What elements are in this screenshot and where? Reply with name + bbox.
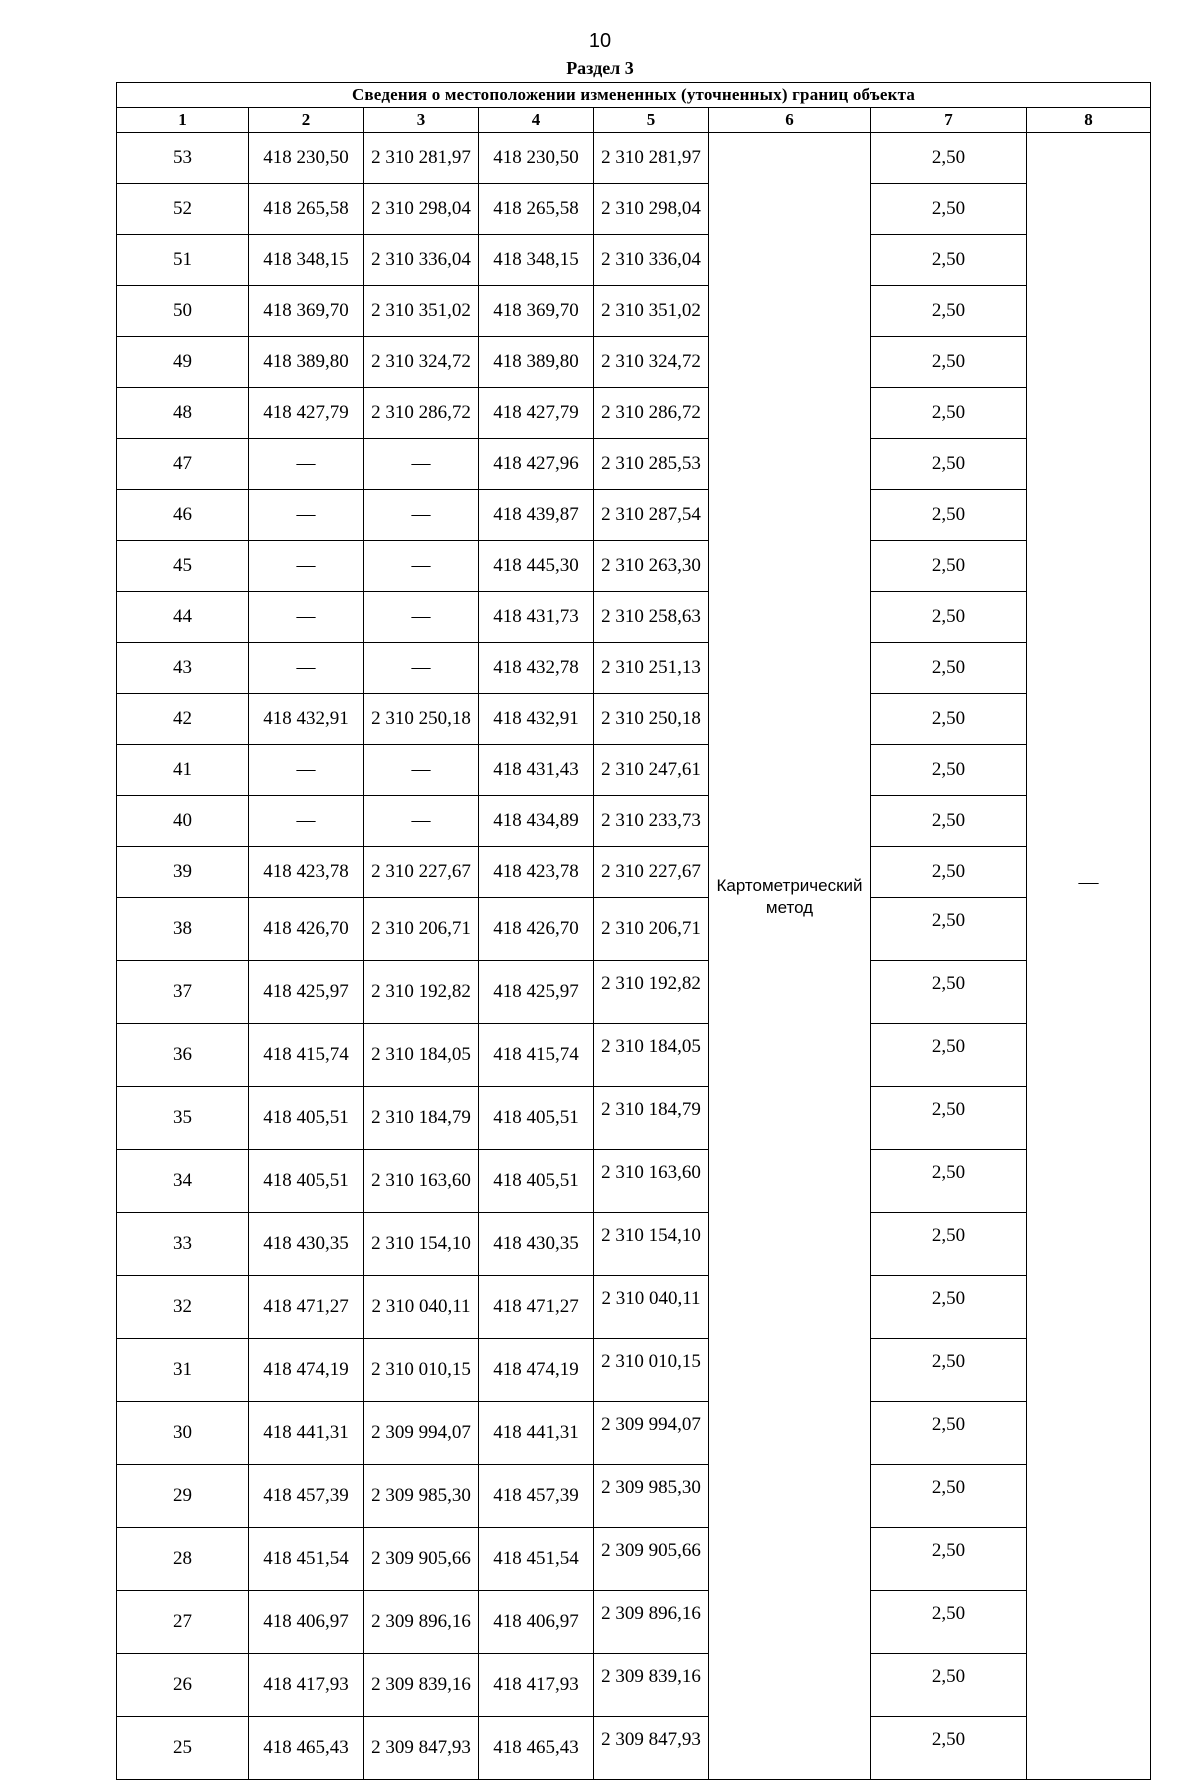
point-number-cell: 49 bbox=[117, 337, 249, 388]
y-old-cell: 2 310 227,67 bbox=[364, 847, 479, 898]
y-new-cell: 2 310 247,61 bbox=[594, 745, 709, 796]
y-new-cell: 2 310 298,04 bbox=[594, 184, 709, 235]
y-old-cell: 2 310 184,05 bbox=[364, 1024, 479, 1087]
x-old-cell: — bbox=[249, 541, 364, 592]
point-number-cell: 46 bbox=[117, 490, 249, 541]
x-old-cell: 418 474,19 bbox=[249, 1339, 364, 1402]
x-old-cell: — bbox=[249, 796, 364, 847]
accuracy-cell: 2,50 bbox=[871, 439, 1027, 490]
point-number-cell: 41 bbox=[117, 745, 249, 796]
x-old-cell: 418 423,78 bbox=[249, 847, 364, 898]
point-number-cell: 36 bbox=[117, 1024, 249, 1087]
x-old-cell: 418 405,51 bbox=[249, 1087, 364, 1150]
x-new-cell: 418 369,70 bbox=[479, 286, 594, 337]
table-header-row bbox=[117, 108, 1151, 133]
column-header: 7 bbox=[871, 108, 1027, 133]
x-new-cell: 418 425,97 bbox=[479, 961, 594, 1024]
y-new-cell: 2 310 286,72 bbox=[594, 388, 709, 439]
point-number-cell: 42 bbox=[117, 694, 249, 745]
x-new-cell: 418 423,78 bbox=[479, 847, 594, 898]
accuracy-cell: 2,50 bbox=[871, 490, 1027, 541]
table-row bbox=[117, 1087, 1151, 1150]
y-new-cell: 2 310 233,73 bbox=[594, 796, 709, 847]
table-row bbox=[117, 490, 1151, 541]
column-header: 6 bbox=[709, 108, 871, 133]
y-new-cell: 2 309 896,16 bbox=[594, 1591, 709, 1654]
y-new-cell: 2 309 985,30 bbox=[594, 1465, 709, 1528]
x-old-cell: 418 471,27 bbox=[249, 1276, 364, 1339]
x-old-cell: 418 457,39 bbox=[249, 1465, 364, 1528]
y-old-cell: — bbox=[364, 745, 479, 796]
accuracy-cell: 2,50 bbox=[871, 847, 1027, 898]
column-header: 8 bbox=[1027, 108, 1151, 133]
accuracy-cell: 2,50 bbox=[871, 286, 1027, 337]
table-row bbox=[117, 961, 1151, 1024]
point-number-cell: 37 bbox=[117, 961, 249, 1024]
point-number-cell: 44 bbox=[117, 592, 249, 643]
y-old-cell: 2 310 286,72 bbox=[364, 388, 479, 439]
x-old-cell: 418 369,70 bbox=[249, 286, 364, 337]
table-row bbox=[117, 745, 1151, 796]
y-new-cell: 2 310 263,30 bbox=[594, 541, 709, 592]
table-row bbox=[117, 694, 1151, 745]
accuracy-cell: 2,50 bbox=[871, 1087, 1027, 1150]
x-old-cell: 418 415,74 bbox=[249, 1024, 364, 1087]
y-old-cell: — bbox=[364, 643, 479, 694]
accuracy-cell: 2,50 bbox=[871, 1654, 1027, 1717]
x-new-cell: 418 445,30 bbox=[479, 541, 594, 592]
column-header: 2 bbox=[249, 108, 364, 133]
x-new-cell: 418 405,51 bbox=[479, 1150, 594, 1213]
y-old-cell: 2 310 281,97 bbox=[364, 133, 479, 184]
table-row bbox=[117, 1024, 1151, 1087]
y-new-cell: 2 310 192,82 bbox=[594, 961, 709, 1024]
x-new-cell: 418 441,31 bbox=[479, 1402, 594, 1465]
accuracy-cell: 2,50 bbox=[871, 1213, 1027, 1276]
table-row bbox=[117, 1276, 1151, 1339]
table-row bbox=[117, 337, 1151, 388]
y-new-cell: 2 310 251,13 bbox=[594, 643, 709, 694]
point-number-cell: 51 bbox=[117, 235, 249, 286]
table-row bbox=[117, 1528, 1151, 1591]
col8-cell bbox=[1027, 133, 1151, 1780]
y-new-cell: 2 310 184,79 bbox=[594, 1087, 709, 1150]
y-old-cell: 2 310 154,10 bbox=[364, 1213, 479, 1276]
x-new-cell: 418 417,93 bbox=[479, 1654, 594, 1717]
y-old-cell: 2 310 250,18 bbox=[364, 694, 479, 745]
table-row bbox=[117, 898, 1151, 961]
y-old-cell: 2 310 192,82 bbox=[364, 961, 479, 1024]
table-row bbox=[117, 643, 1151, 694]
point-number-cell: 30 bbox=[117, 1402, 249, 1465]
section-title: Раздел 3 bbox=[566, 58, 634, 78]
accuracy-cell: 2,50 bbox=[871, 961, 1027, 1024]
accuracy-cell: 2,50 bbox=[871, 541, 1027, 592]
accuracy-cell: 2,50 bbox=[871, 898, 1027, 961]
table-row bbox=[117, 1654, 1151, 1717]
x-old-cell: 418 230,50 bbox=[249, 133, 364, 184]
column-header: 4 bbox=[479, 108, 594, 133]
table-row bbox=[117, 1150, 1151, 1213]
accuracy-cell: 2,50 bbox=[871, 1339, 1027, 1402]
table-row bbox=[117, 592, 1151, 643]
accuracy-cell: 2,50 bbox=[871, 643, 1027, 694]
accuracy-cell: 2,50 bbox=[871, 796, 1027, 847]
point-number-cell: 38 bbox=[117, 898, 249, 961]
y-new-cell: 2 310 285,53 bbox=[594, 439, 709, 490]
y-new-cell: 2 309 839,16 bbox=[594, 1654, 709, 1717]
x-old-cell: 418 265,58 bbox=[249, 184, 364, 235]
x-old-cell: 418 432,91 bbox=[249, 694, 364, 745]
y-old-cell: — bbox=[364, 796, 479, 847]
x-new-cell: 418 431,73 bbox=[479, 592, 594, 643]
x-old-cell: 418 426,70 bbox=[249, 898, 364, 961]
y-old-cell: 2 310 010,15 bbox=[364, 1339, 479, 1402]
table-body bbox=[117, 133, 1151, 1780]
accuracy-cell: 2,50 bbox=[871, 337, 1027, 388]
x-new-cell: 418 415,74 bbox=[479, 1024, 594, 1087]
x-new-cell: 418 439,87 bbox=[479, 490, 594, 541]
x-old-cell: 418 465,43 bbox=[249, 1717, 364, 1780]
x-new-cell: 418 405,51 bbox=[479, 1087, 594, 1150]
point-number-cell: 31 bbox=[117, 1339, 249, 1402]
x-old-cell: 418 430,35 bbox=[249, 1213, 364, 1276]
y-new-cell: 2 310 163,60 bbox=[594, 1150, 709, 1213]
column-header: 5 bbox=[594, 108, 709, 133]
x-new-cell: 418 474,19 bbox=[479, 1339, 594, 1402]
x-new-cell: 418 427,96 bbox=[479, 439, 594, 490]
table-row bbox=[117, 235, 1151, 286]
y-old-cell: 2 310 206,71 bbox=[364, 898, 479, 961]
y-new-cell: 2 310 324,72 bbox=[594, 337, 709, 388]
y-old-cell: 2 310 351,02 bbox=[364, 286, 479, 337]
point-number-cell: 43 bbox=[117, 643, 249, 694]
point-number-cell: 52 bbox=[117, 184, 249, 235]
x-new-cell: 418 426,70 bbox=[479, 898, 594, 961]
x-old-cell: — bbox=[249, 745, 364, 796]
y-old-cell: 2 309 896,16 bbox=[364, 1591, 479, 1654]
y-old-cell: — bbox=[364, 490, 479, 541]
x-new-cell: 418 432,91 bbox=[479, 694, 594, 745]
x-new-cell: 418 432,78 bbox=[479, 643, 594, 694]
y-old-cell: 2 310 040,11 bbox=[364, 1276, 479, 1339]
y-old-cell: 2 310 298,04 bbox=[364, 184, 479, 235]
y-new-cell: 2 310 154,10 bbox=[594, 1213, 709, 1276]
accuracy-cell: 2,50 bbox=[871, 388, 1027, 439]
y-old-cell: 2 309 905,66 bbox=[364, 1528, 479, 1591]
x-new-cell: 418 465,43 bbox=[479, 1717, 594, 1780]
point-number-cell: 35 bbox=[117, 1087, 249, 1150]
point-number-cell: 50 bbox=[117, 286, 249, 337]
accuracy-cell: 2,50 bbox=[871, 1591, 1027, 1654]
x-new-cell: 418 457,39 bbox=[479, 1465, 594, 1528]
x-new-cell: 418 427,79 bbox=[479, 388, 594, 439]
point-number-cell: 47 bbox=[117, 439, 249, 490]
point-number-cell: 34 bbox=[117, 1150, 249, 1213]
x-new-cell: 418 451,54 bbox=[479, 1528, 594, 1591]
y-new-cell: 2 310 010,15 bbox=[594, 1339, 709, 1402]
table-row bbox=[117, 133, 1151, 184]
accuracy-cell: 2,50 bbox=[871, 235, 1027, 286]
x-old-cell: — bbox=[249, 490, 364, 541]
y-old-cell: — bbox=[364, 592, 479, 643]
point-number-cell: 40 bbox=[117, 796, 249, 847]
x-new-cell: 418 406,97 bbox=[479, 1591, 594, 1654]
table-row bbox=[117, 1402, 1151, 1465]
x-new-cell: 418 430,35 bbox=[479, 1213, 594, 1276]
accuracy-cell: 2,50 bbox=[871, 745, 1027, 796]
y-old-cell: 2 310 184,79 bbox=[364, 1087, 479, 1150]
y-old-cell: — bbox=[364, 439, 479, 490]
y-new-cell: 2 309 994,07 bbox=[594, 1402, 709, 1465]
y-new-cell: 2 310 336,04 bbox=[594, 235, 709, 286]
y-new-cell: 2 310 184,05 bbox=[594, 1024, 709, 1087]
point-number-cell: 29 bbox=[117, 1465, 249, 1528]
y-old-cell: 2 309 994,07 bbox=[364, 1402, 479, 1465]
accuracy-cell: 2,50 bbox=[871, 1150, 1027, 1213]
table-caption: Сведения о местоположении измененных (уточненных) границ объекта bbox=[117, 83, 1151, 108]
col8-dash: — bbox=[1078, 871, 1099, 893]
accuracy-cell: 2,50 bbox=[871, 1276, 1027, 1339]
y-new-cell: 2 309 847,93 bbox=[594, 1717, 709, 1780]
x-old-cell: — bbox=[249, 592, 364, 643]
y-new-cell: 2 310 250,18 bbox=[594, 694, 709, 745]
y-old-cell: 2 309 839,16 bbox=[364, 1654, 479, 1717]
table-row bbox=[117, 847, 1151, 898]
x-new-cell: 418 265,58 bbox=[479, 184, 594, 235]
y-new-cell: 2 310 258,63 bbox=[594, 592, 709, 643]
x-new-cell: 418 431,43 bbox=[479, 745, 594, 796]
table-row bbox=[117, 286, 1151, 337]
table-row bbox=[117, 541, 1151, 592]
x-new-cell: 418 348,15 bbox=[479, 235, 594, 286]
y-new-cell: 2 310 040,11 bbox=[594, 1276, 709, 1339]
point-number-cell: 53 bbox=[117, 133, 249, 184]
point-number-cell: 33 bbox=[117, 1213, 249, 1276]
y-new-cell: 2 310 281,97 bbox=[594, 133, 709, 184]
point-number-cell: 45 bbox=[117, 541, 249, 592]
accuracy-cell: 2,50 bbox=[871, 1465, 1027, 1528]
y-new-cell: 2 310 351,02 bbox=[594, 286, 709, 337]
method-text: Картометрический метод bbox=[716, 876, 863, 917]
accuracy-cell: 2,50 bbox=[871, 1717, 1027, 1780]
x-new-cell: 418 230,50 bbox=[479, 133, 594, 184]
x-old-cell: 418 348,15 bbox=[249, 235, 364, 286]
x-old-cell: — bbox=[249, 439, 364, 490]
y-old-cell: 2 310 336,04 bbox=[364, 235, 479, 286]
x-old-cell: 418 406,97 bbox=[249, 1591, 364, 1654]
x-new-cell: 418 471,27 bbox=[479, 1276, 594, 1339]
table-row bbox=[117, 796, 1151, 847]
x-old-cell: 418 417,93 bbox=[249, 1654, 364, 1717]
accuracy-cell: 2,50 bbox=[871, 694, 1027, 745]
y-new-cell: 2 310 287,54 bbox=[594, 490, 709, 541]
point-number-cell: 26 bbox=[117, 1654, 249, 1717]
accuracy-cell: 2,50 bbox=[871, 133, 1027, 184]
x-old-cell: 418 451,54 bbox=[249, 1528, 364, 1591]
y-new-cell: 2 310 206,71 bbox=[594, 898, 709, 961]
table-row bbox=[117, 1465, 1151, 1528]
x-old-cell: 418 441,31 bbox=[249, 1402, 364, 1465]
method-cell bbox=[709, 133, 871, 1780]
column-header: 1 bbox=[117, 108, 249, 133]
x-old-cell: 418 425,97 bbox=[249, 961, 364, 1024]
table-row bbox=[117, 1717, 1151, 1780]
table-row bbox=[117, 1339, 1151, 1402]
x-new-cell: 418 434,89 bbox=[479, 796, 594, 847]
y-old-cell: 2 309 985,30 bbox=[364, 1465, 479, 1528]
point-number-cell: 25 bbox=[117, 1717, 249, 1780]
table-row bbox=[117, 1591, 1151, 1654]
table-row bbox=[117, 388, 1151, 439]
x-old-cell: 418 427,79 bbox=[249, 388, 364, 439]
table-row bbox=[117, 1213, 1151, 1276]
point-number-cell: 39 bbox=[117, 847, 249, 898]
point-number-cell: 32 bbox=[117, 1276, 249, 1339]
point-number-cell: 27 bbox=[117, 1591, 249, 1654]
accuracy-cell: 2,50 bbox=[871, 592, 1027, 643]
y-old-cell: 2 310 324,72 bbox=[364, 337, 479, 388]
x-old-cell: 418 389,80 bbox=[249, 337, 364, 388]
accuracy-cell: 2,50 bbox=[871, 1024, 1027, 1087]
coordinates-table bbox=[116, 82, 1151, 1780]
table-row bbox=[117, 184, 1151, 235]
accuracy-cell: 2,50 bbox=[871, 184, 1027, 235]
x-new-cell: 418 389,80 bbox=[479, 337, 594, 388]
accuracy-cell: 2,50 bbox=[871, 1402, 1027, 1465]
table-caption-row bbox=[117, 83, 1151, 108]
y-old-cell: — bbox=[364, 541, 479, 592]
y-new-cell: 2 310 227,67 bbox=[594, 847, 709, 898]
point-number-cell: 48 bbox=[117, 388, 249, 439]
y-old-cell: 2 309 847,93 bbox=[364, 1717, 479, 1780]
accuracy-cell: 2,50 bbox=[871, 1528, 1027, 1591]
point-number-cell: 28 bbox=[117, 1528, 249, 1591]
page-number: 10 bbox=[588, 30, 612, 52]
y-new-cell: 2 309 905,66 bbox=[594, 1528, 709, 1591]
table-row bbox=[117, 439, 1151, 490]
x-old-cell: — bbox=[249, 643, 364, 694]
column-header: 3 bbox=[364, 108, 479, 133]
y-old-cell: 2 310 163,60 bbox=[364, 1150, 479, 1213]
x-old-cell: 418 405,51 bbox=[249, 1150, 364, 1213]
